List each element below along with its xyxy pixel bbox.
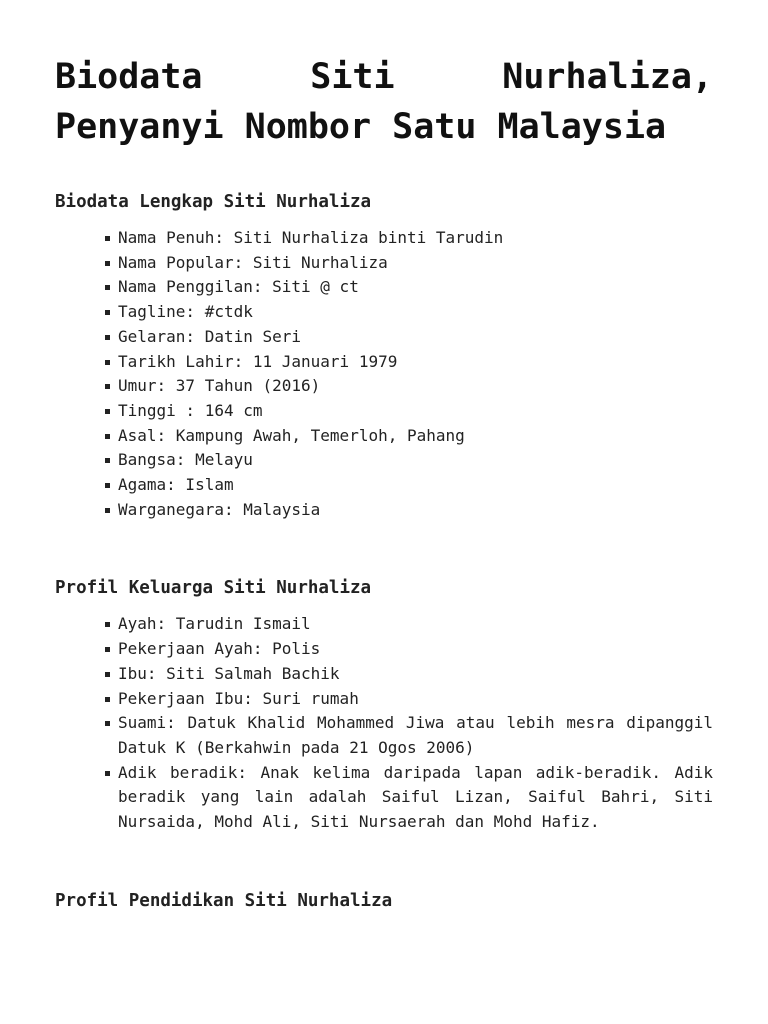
list-item	[118, 687, 713, 712]
list-item	[118, 300, 713, 325]
list-item-text: Pekerjaan Ibu: Suri rumah	[118, 688, 359, 708]
bullet-icon	[105, 622, 110, 627]
article	[55, 0, 713, 913]
list-item	[118, 350, 713, 375]
list-item-text: Tinggi : 164 cm	[118, 400, 263, 420]
list-item-text: Suami: Datuk Khalid Mohammed Jiwa atau lebih mesra dipanggil Datuk K (Berkahwin pada 21 Ogos 2006)	[118, 713, 713, 757]
bullet-icon	[105, 458, 110, 463]
page-title: Biodata Siti Nurhaliza, Penyanyi Nombor Satu Malaysia	[55, 57, 713, 147]
list-item-text: Warganegara: Malaysia	[118, 499, 321, 519]
list-item	[118, 325, 713, 350]
list-item-text: Agama: Islam	[118, 475, 234, 495]
bullet-icon	[105, 335, 110, 340]
section-heading-education: Profil Pendidikan Siti Nurhaliza	[55, 890, 393, 911]
bullet-icon	[105, 483, 110, 488]
list-item	[118, 448, 713, 473]
list-item	[118, 473, 713, 498]
bullet-icon	[105, 310, 110, 315]
bullet-icon	[105, 508, 110, 513]
list-item-text: Ayah: Tarudin Ismail	[118, 614, 311, 634]
list-item	[118, 424, 713, 449]
list-item	[118, 498, 713, 523]
list-item	[118, 662, 713, 687]
bullet-icon	[105, 647, 110, 652]
bullet-icon	[105, 434, 110, 439]
bullet-icon	[105, 285, 110, 290]
bullet-icon	[105, 360, 110, 365]
list-item	[118, 251, 713, 276]
bullet-icon	[105, 384, 110, 389]
bullet-icon	[105, 697, 110, 702]
list-item-text: Nama Penuh: Siti Nurhaliza binti Tarudin	[118, 228, 504, 247]
list-item-text: Umur: 37 Tahun (2016)	[118, 376, 321, 396]
list-item	[118, 761, 713, 835]
list-item-text: Gelaran: Datin Seri	[118, 326, 302, 346]
list-item	[118, 637, 713, 662]
list-item-text: Asal: Kampung Awah, Temerloh, Pahang	[118, 425, 465, 445]
list-item-text: Bangsa: Melayu	[118, 450, 253, 470]
section-heading-biodata: Biodata Lengkap Siti Nurhaliza	[55, 192, 372, 212]
list-item	[118, 226, 713, 251]
list-item	[118, 711, 713, 760]
bullet-icon	[105, 409, 110, 414]
list-item	[118, 374, 713, 399]
list-item-text: Nama Popular: Siti Nurhaliza	[118, 252, 388, 272]
list-item-text: Tarikh Lahir: 11 Januari 1979	[118, 351, 398, 371]
list-item-text: Tagline: #ctdk	[118, 302, 253, 322]
bullet-icon	[105, 721, 110, 726]
bullet-icon	[105, 771, 110, 776]
list-item	[118, 612, 713, 637]
list-item	[118, 399, 713, 424]
list-item-text: Nama Penggilan: Siti @ ct	[118, 277, 359, 297]
biodata-list	[55, 226, 713, 522]
list-item-text: Pekerjaan Ayah: Polis	[118, 639, 321, 659]
bullet-icon	[105, 672, 110, 677]
list-item	[118, 275, 713, 300]
bullet-icon	[105, 261, 110, 266]
section-heading-family: Profil Keluarga Siti Nurhaliza	[55, 578, 372, 599]
list-item-text: Ibu: Siti Salmah Bachik	[118, 663, 340, 683]
family-list	[55, 612, 713, 834]
list-item-text: Adik beradik: Anak kelima daripada lapan adik-beradik. Adik beradik yang lain adalah Saiful Lizan, Saiful Bahri, Siti Nursaida, Mohd Ali, Siti Nursaerah dan Mohd Hafiz.	[118, 762, 713, 832]
bullet-icon	[105, 236, 110, 241]
